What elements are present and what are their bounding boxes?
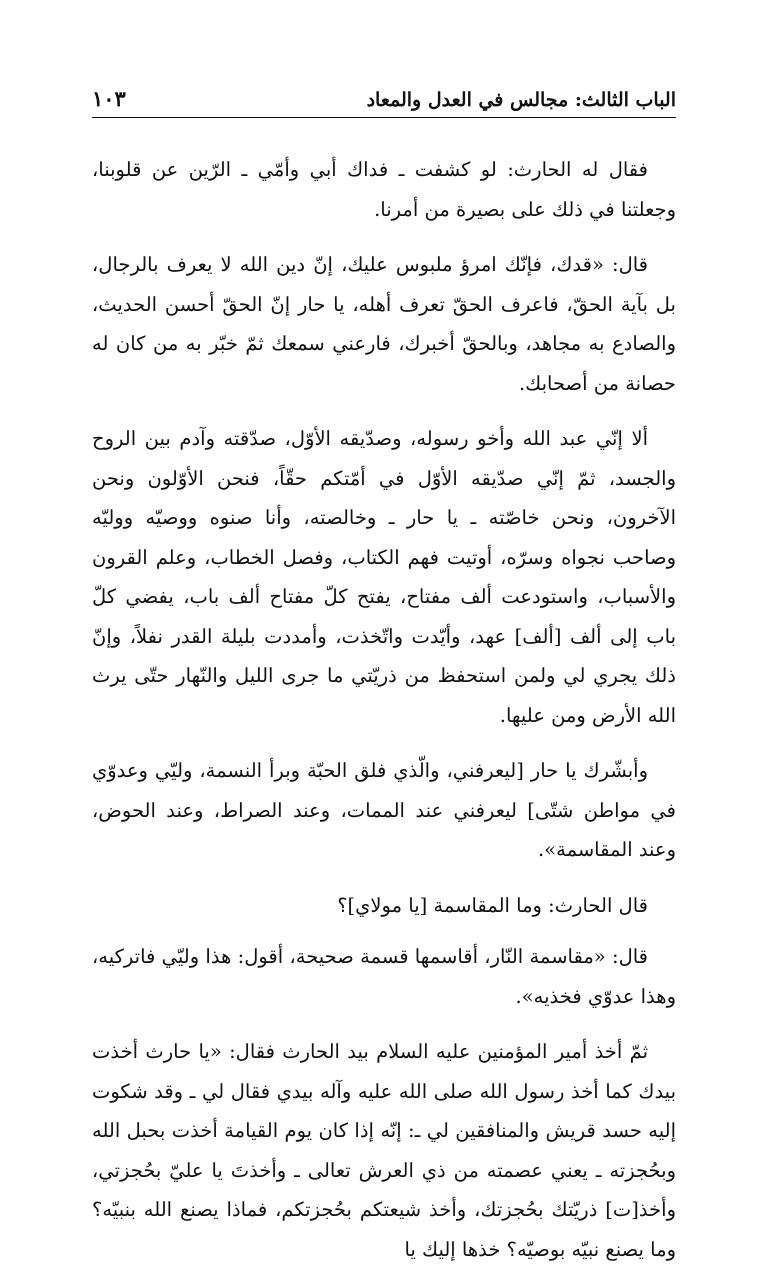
paragraph: وأبشّرك يا حار [ليعرفني، والّذي فلق الحبّة وبرأ النسمة، وليّي وعدوّي في مواطن شتّى] ليعرفني عند الممات، وعند الصراط، وعند الحوض، وعند المقاسمة».: [92, 759, 676, 861]
paragraph: ألا إنّي عبد الله وأخو رسوله، وصدّيقه الأوّل، صدّقته وآدم بين الروح والجسد، ثمّ إنّي صدّيقه الأوّل في أمّتكم حقّاً، فنحن الأوّلون ونحن الآخرون، ونحن خاصّته ـ يا حار ـ وخالصته، وأنا صنوه ووصيّه ووليّه وصاحب نجواه وسرّه، أوتيت فهم الكتاب، وفصل الخطاب، وعلم القرون والأسباب، واستودعت ألف مفتاح، يفتح كلّ مفتاح ألف باب، يفضي كلّ باب إلى ألف [ألف] عهد، وأيّدت واتّخذت، وأمددت بليلة القدر نفلاً، وإنّ ذلك يجري لي ولمن استحفظ من ذريّتي ما جرى الليل والنّهار حتّى يرث الله الأرض ومن عليها.: [92, 427, 676, 727]
paragraph: قال الحارث: وما المقاسمة [يا مولاي]؟: [337, 893, 648, 917]
paragraph: قال: «مقاسمة النّار، أقاسمها قسمة صحيحة، أقول: هذا وليّي فاتركيه، وهذا عدوّي فخذيه».: [92, 945, 676, 1008]
chapter-title: الباب الثالث: مجالس في العدل والمعاد: [366, 89, 676, 111]
paragraph: فقال له الحارث: لو كشفت ـ فداك أبي وأمّي ـ الرّين عن قلوبنا، وجعلتنا في ذلك على بصيرة من أمرنا.: [92, 158, 676, 221]
paragraph: قال: «قدك، فإنّك امرؤ ملبوس عليك، إنّ دين الله لا يعرف بالرجال، بل بآية الحقّ، فاعرف الحقّ تعرف أهله، يا حار إنّ الحقّ أحسن الحديث، والصادع به مجاهد، وبالحقّ أخبرك، فارعني سمعك ثمّ خبّر به من كان له حصانة من أصحابك.: [92, 253, 676, 395]
page-header: [92, 86, 676, 118]
paragraph: ثمّ أخذ أمير المؤمنين عليه السلام بيد الحارث فقال: «يا حارث أخذت بيدك كما أخذ رسول الله صلى الله عليه وآله بيدي فقال لي ـ وقد شكوت إليه حسد قريش والمنافقين لي ـ: إنّه إذا كان يوم القيامة أخذت بحبل الله وبحُجزته ـ يعني عصمته من ذي العرش تعالى ـ وأخذتَ يا عليّ بحُجزتي، وأخذ[ت] ذريّتك بحُجزتك، وأخذ شيعتكم بحُجزتكم، فماذا يصنع الله بنبيّه؟ وما يصنع نبيّه بوصيّه؟ خذها إليك يا: [92, 1040, 676, 1261]
page-body: [92, 150, 676, 1285]
page-number: ١٠٣: [92, 86, 126, 111]
